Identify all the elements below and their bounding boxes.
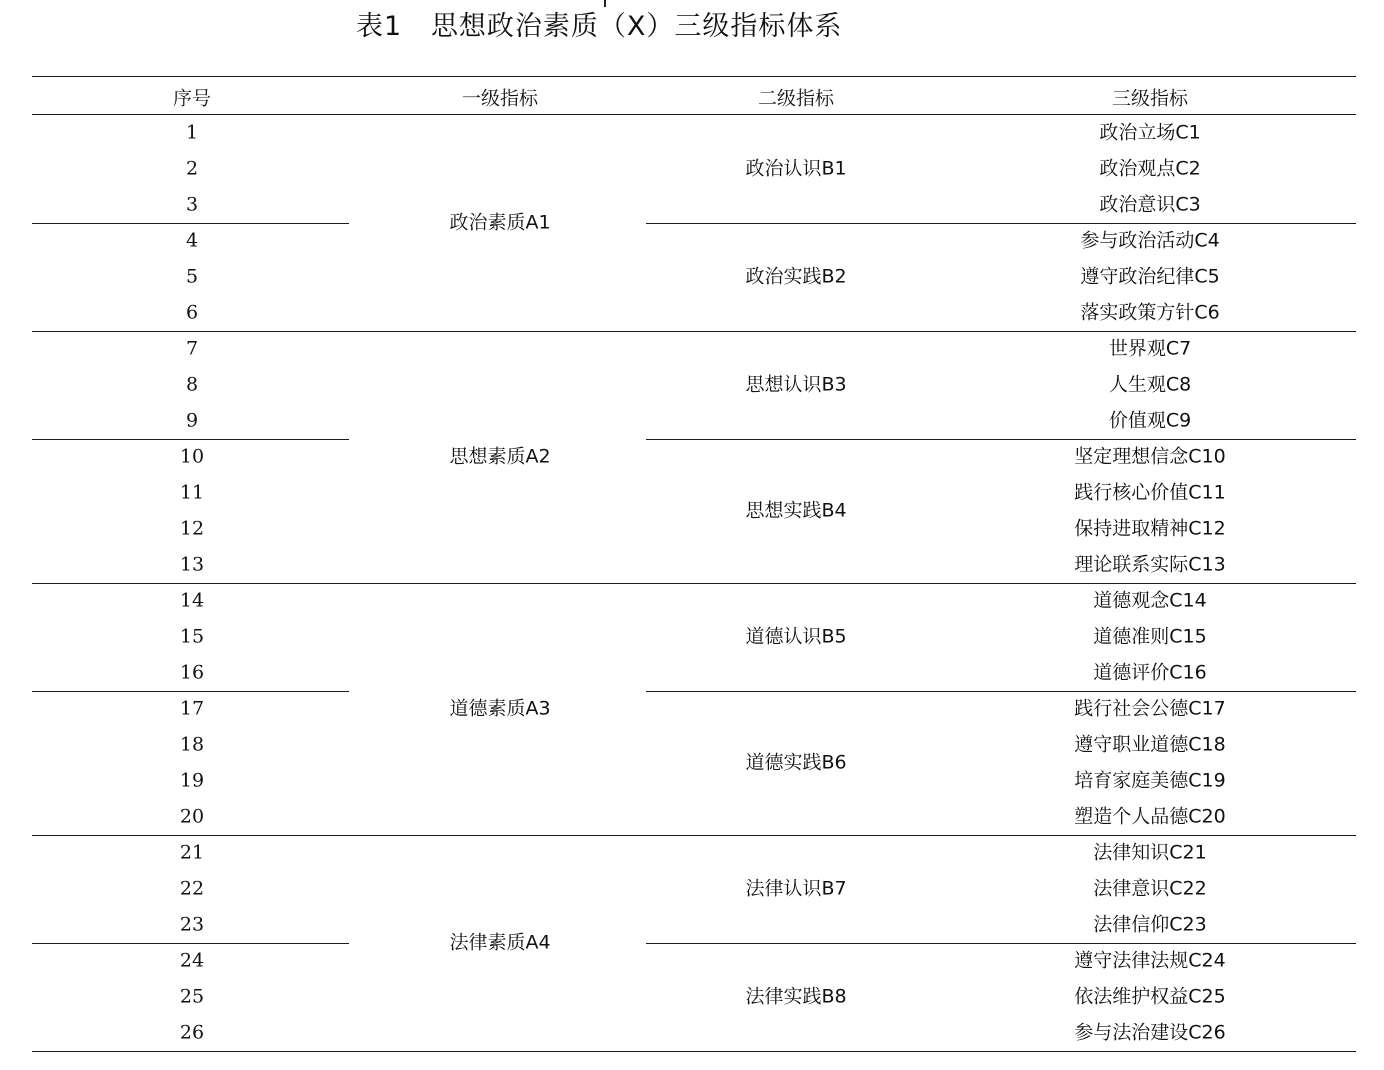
level-3-indicator: 保持进取精神C12 (1074, 517, 1226, 540)
subgroup-rule-left (32, 691, 349, 692)
row-serial-number: 15 (179, 625, 205, 648)
table-number: 表1 (356, 11, 403, 42)
header-level-1: 一级指标 (461, 87, 539, 110)
subgroup-rule-left (32, 439, 349, 440)
level-1-indicator: 法律素质A4 (449, 931, 551, 954)
level-3-indicator: 遵守政治纪律C5 (1080, 265, 1220, 288)
level-3-indicator: 培育家庭美德C19 (1074, 769, 1226, 792)
row-serial-number: 8 (185, 373, 199, 396)
level-3-indicator: 践行社会公德C17 (1074, 697, 1226, 720)
table-bottom-rule (32, 1051, 1356, 1052)
level-3-indicator: 依法维护权益C25 (1074, 985, 1226, 1008)
level-2-indicator: 政治认识B1 (745, 157, 847, 180)
header-bottom-rule (32, 114, 1356, 115)
table-title: 思想政治素质（X）三级指标体系 (430, 11, 843, 42)
level-3-indicator: 遵守法律法规C24 (1074, 949, 1226, 972)
row-serial-number: 25 (179, 985, 205, 1008)
row-serial-number: 14 (179, 589, 205, 612)
row-serial-number: 20 (179, 805, 205, 828)
table-top-rule (32, 76, 1356, 77)
row-serial-number: 4 (185, 229, 199, 252)
level-3-indicator: 政治观点C2 (1099, 157, 1201, 180)
level-3-indicator: 道德准则C15 (1093, 625, 1207, 648)
level-1-indicator: 政治素质A1 (449, 211, 551, 234)
row-serial-number: 5 (185, 265, 199, 288)
group-separator-rule (32, 583, 1356, 584)
subgroup-rule-left (32, 943, 349, 944)
row-serial-number: 16 (179, 661, 205, 684)
level-3-indicator: 法律信仰C23 (1093, 913, 1207, 936)
level-2-indicator: 政治实践B2 (745, 265, 847, 288)
level-2-indicator: 道德实践B6 (745, 751, 847, 774)
row-serial-number: 6 (185, 301, 199, 324)
subgroup-rule-left (32, 223, 349, 224)
level-3-indicator: 法律知识C21 (1093, 841, 1207, 864)
level-3-indicator: 政治立场C1 (1099, 121, 1201, 144)
level-3-indicator: 践行核心价值C11 (1074, 481, 1226, 504)
level-1-indicator: 思想素质A2 (449, 445, 551, 468)
row-serial-number: 17 (179, 697, 205, 720)
level-3-indicator: 遵守职业道德C18 (1074, 733, 1226, 756)
row-serial-number: 13 (179, 553, 205, 576)
subgroup-rule-right (646, 223, 1356, 224)
subgroup-rule-right (646, 691, 1356, 692)
row-serial-number: 21 (179, 841, 205, 864)
row-serial-number: 23 (179, 913, 205, 936)
level-3-indicator: 道德评价C16 (1093, 661, 1207, 684)
level-1-indicator: 道德素质A3 (449, 697, 551, 720)
row-serial-number: 11 (179, 481, 205, 504)
row-serial-number: 9 (185, 409, 199, 432)
row-serial-number: 12 (179, 517, 205, 540)
row-serial-number: 10 (179, 445, 205, 468)
level-3-indicator: 参与法治建设C26 (1074, 1021, 1226, 1044)
level-3-indicator: 理论联系实际C13 (1074, 553, 1226, 576)
row-serial-number: 18 (179, 733, 205, 756)
header-level-3: 三级指标 (1111, 87, 1189, 110)
group-separator-rule (32, 835, 1356, 836)
level-3-indicator: 价值观C9 (1108, 409, 1192, 432)
level-2-indicator: 法律实践B8 (745, 985, 847, 1008)
level-3-indicator: 塑造个人品德C20 (1074, 805, 1226, 828)
row-serial-number: 19 (179, 769, 205, 792)
row-serial-number: 26 (179, 1021, 205, 1044)
level-2-indicator: 道德认识B5 (745, 625, 847, 648)
level-3-indicator: 人生观C8 (1108, 373, 1192, 396)
row-serial-number: 22 (179, 877, 205, 900)
row-serial-number: 2 (185, 157, 199, 180)
group-separator-rule (32, 331, 1356, 332)
level-2-indicator: 思想实践B4 (745, 499, 847, 522)
level-3-indicator: 法律意识C22 (1093, 877, 1207, 900)
subgroup-rule-right (646, 943, 1356, 944)
level-3-indicator: 参与政治活动C4 (1080, 229, 1220, 252)
row-serial-number: 3 (185, 193, 199, 216)
level-3-indicator: 落实政策方针C6 (1080, 301, 1220, 324)
header-level-2: 二级指标 (757, 87, 835, 110)
level-2-indicator: 思想认识B3 (745, 373, 847, 396)
row-serial-number: 24 (179, 949, 205, 972)
level-3-indicator: 道德观念C14 (1093, 589, 1207, 612)
subgroup-rule-right (646, 439, 1356, 440)
row-serial-number: 1 (185, 121, 199, 144)
header-serial-number: 序号 (172, 87, 212, 110)
row-serial-number: 7 (185, 337, 199, 360)
table-caption (356, 4, 842, 43)
level-2-indicator: 法律认识B7 (745, 877, 847, 900)
level-3-indicator: 政治意识C3 (1099, 193, 1201, 216)
level-3-indicator: 坚定理想信念C10 (1074, 445, 1226, 468)
level-3-indicator: 世界观C7 (1108, 337, 1192, 360)
